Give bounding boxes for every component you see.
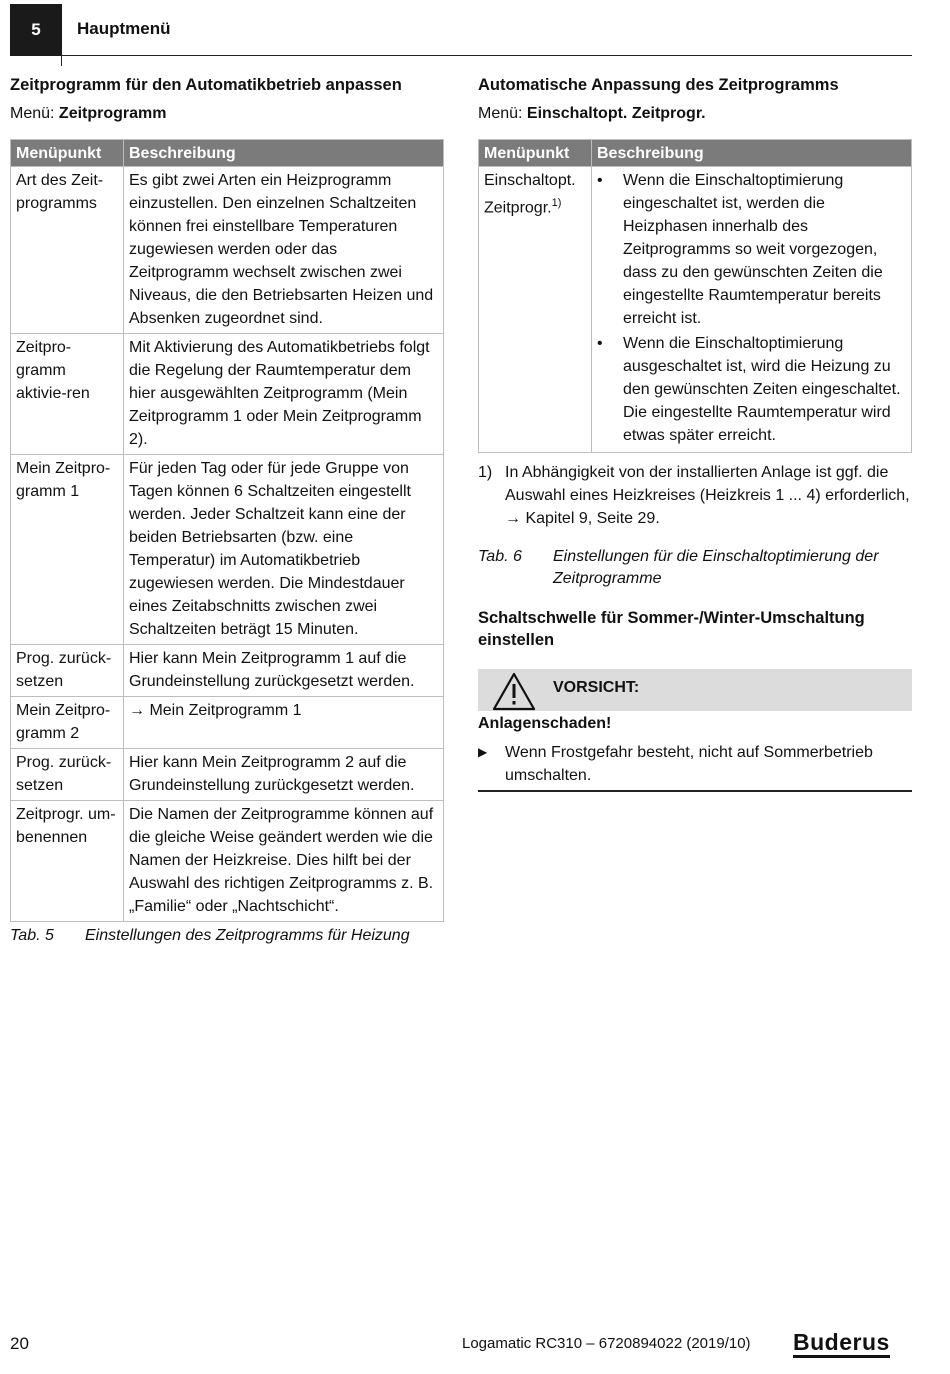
footnote: [478, 461, 912, 530]
list-item: • Wenn die Einschaltoptimierung ausgeschaltet ist, wird die Heizung zu den gewünschten Zeiten eingeschaltet. Die eingestellte Raumtemperatur wird etwas später erreicht.: [597, 332, 906, 447]
table-row: [11, 749, 444, 801]
table-row: [11, 645, 444, 697]
caption-number: Tab. 5: [10, 927, 54, 944]
row-item: Zeitprogr. um-benennen: [11, 801, 124, 922]
menu-path: [478, 104, 912, 124]
row-item: Mein Zeitpro-gramm 2: [11, 697, 124, 749]
row-item: Zeitpro-gramm aktivie-ren: [11, 334, 124, 455]
column-header-beschreibung: Beschreibung: [592, 140, 912, 167]
menu-prefix: Menü:: [10, 105, 55, 122]
header-rule: [62, 55, 912, 56]
brand-logo: Buderus: [793, 1330, 890, 1358]
page-number: 20: [10, 1334, 29, 1353]
chapter-number: 5: [10, 4, 62, 56]
instruction-arrow-icon: ▶: [478, 745, 488, 759]
table-caption: [10, 925, 444, 947]
table-row: [11, 334, 444, 455]
row-item: Art des Zeit-programms: [11, 167, 124, 334]
header-tick: [61, 55, 62, 66]
column-header-beschreibung: Beschreibung: [124, 140, 444, 167]
row-description: [592, 167, 912, 453]
footnote-text: In Abhängigkeit von der installierten Anlage ist ggf. die Auswahl eines Heizkreises (Heizkreis 1 ... 4) erforderlich, → Kapitel 9, Seite 29.: [505, 464, 910, 527]
section-heading-schaltschwelle: Schaltschwelle für Sommer-/Winter-Umschaltung einstellen: [478, 609, 865, 649]
column-header-menupunkt: Menüpunkt: [11, 140, 124, 167]
warning-box: [478, 669, 912, 711]
table-row: [11, 167, 444, 334]
menu-prefix: Menü:: [478, 105, 523, 122]
footnote-ref: 1): [551, 197, 562, 209]
left-column: [10, 74, 444, 947]
caption-text: Einstellungen für die Einschaltoptimierung der Zeitprogramme: [553, 548, 879, 587]
warning-title: VORSICHT:: [553, 679, 640, 696]
row-item-text: Einschaltopt. Zeitprogr.: [484, 172, 576, 217]
warning-instruction-text: Wenn Frostgefahr besteht, nicht auf Sommerbetrieb umschalten.: [505, 744, 873, 784]
section-heading-einschaltoptimierung: Automatische Anpassung des Zeitprogramms: [478, 76, 839, 94]
row-description: Es gibt zwei Arten ein Heizprogramm einzustellen. Den einzelnen Schaltzeiten können frei einstellbare Temperaturen zugewiesen werden oder das Zeitprogramm wechselt zwischen zwei Niveaus, die den Betriebsarten Heizen und Absenken zugeordnet sind.: [124, 167, 444, 334]
settings-table-einschaltoptimierung: [478, 139, 912, 453]
row-item: [479, 167, 592, 453]
menu-path: [10, 104, 444, 124]
section-heading-zeitprogramm: Zeitprogramm für den Automatikbetrieb anpassen: [10, 76, 402, 94]
menu-name: Einschaltopt. Zeitprogr.: [526, 105, 706, 122]
document-reference: Logamatic RC310 – 6720894022 (2019/10): [462, 1335, 751, 1352]
row-description: Die Namen der Zeitprogramme können auf die gleiche Weise geändert werden wie die Namen der Heizkreise. Dies hilft bei der Auswahl des richtigen Zeitprogramms z. B. „Familie“ oder „Nachtschicht“.: [124, 801, 444, 922]
warning-subtitle: Anlagenschaden!: [478, 715, 612, 732]
row-description: Hier kann Mein Zeitprogramm 2 auf die Grundeinstellung zurückgesetzt werden.: [124, 749, 444, 801]
right-column: [478, 74, 912, 792]
row-description: Für jeden Tag oder für jede Gruppe von Tagen können 6 Schaltzeiten eingestellt werden. Jeder Schaltzeit kann eine der beiden Betriebsarten (bzw. eine Temperatur) im Automatikbetrieb zugewiesen werden. Die Mindestdauer eines Zeitabschnitts zwischen zwei Schaltzeiten beträgt 15 Minuten.: [124, 455, 444, 645]
caption-number: Tab. 6: [478, 548, 522, 565]
table-row: [11, 697, 444, 749]
settings-table-zeitprogramm: [10, 139, 444, 922]
list-item: • Wenn die Einschaltoptimierung eingeschaltet ist, werden die Heizphasen innerhalb des Zeitprogramms so weit vorgezogen, dass zu den gewünschten Zeiten die eingestellte Raumtemperatur bereits erreicht ist.: [597, 169, 906, 330]
menu-name: Zeitprogramm: [58, 105, 167, 122]
caption-text: Einstellungen des Zeitprogramms für Heizung: [85, 927, 410, 944]
table-caption: [478, 546, 912, 590]
table-row: [479, 167, 912, 453]
row-item: Prog. zurück-setzen: [11, 749, 124, 801]
row-description: Hier kann Mein Zeitprogramm 1 auf die Grundeinstellung zurückgesetzt werden.: [124, 645, 444, 697]
table-row: [11, 455, 444, 645]
table-row: [11, 801, 444, 922]
bullet-list: [597, 169, 906, 447]
row-description: → Mein Zeitprogramm 1: [124, 697, 444, 749]
warning-triangle-icon: [492, 671, 536, 716]
column-header-menupunkt: Menüpunkt: [479, 140, 592, 167]
footnote-number: 1): [478, 464, 493, 481]
row-item: Mein Zeitpro-gramm 1: [11, 455, 124, 645]
warning-instruction: [478, 741, 912, 787]
row-item: Prog. zurück-setzen: [11, 645, 124, 697]
chapter-title: Hauptmenü: [77, 19, 171, 38]
warning-rule: [478, 790, 912, 792]
row-description: Mit Aktivierung des Automatikbetriebs folgt die Regelung der Raumtemperatur dem hier ausgewählten Zeitprogramm (Mein Zeitprogramm 1 oder Mein Zeitprogramm 2).: [124, 334, 444, 455]
